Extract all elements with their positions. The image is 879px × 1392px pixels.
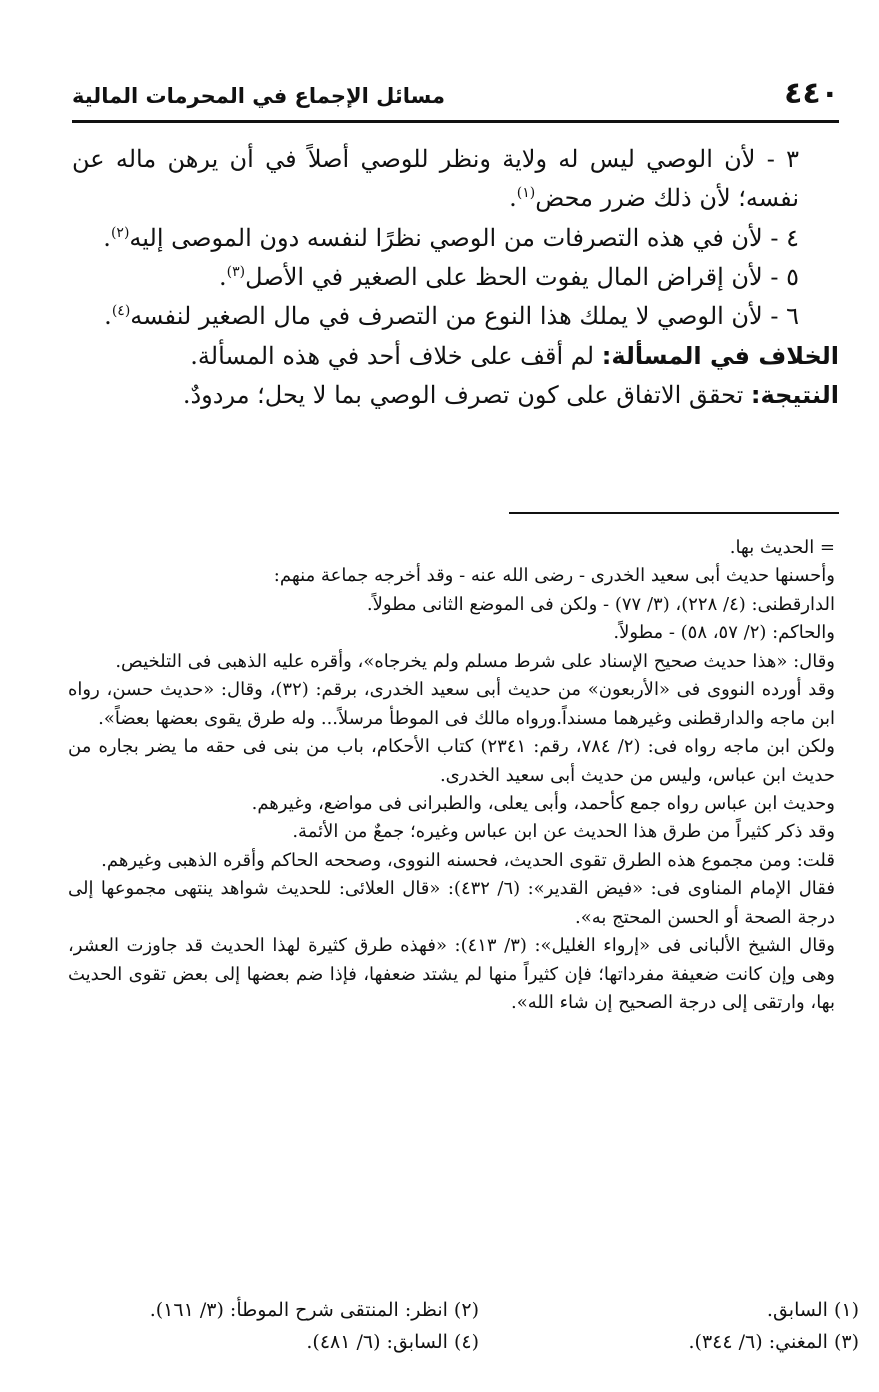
- footnote-line: قلت: ومن مجموع هذه الطرق تقوى الحديث، فحسنه النووى، وصححه الحاكم وأقره الذهبى وغيرهم.: [101, 849, 835, 871]
- footnote-ref-2: (٢): [110, 224, 130, 241]
- point-6-text: ٦ - لأن الوصي لا يملك هذا النوع من التصرف في مال الصغير لنفسه: [130, 302, 799, 331]
- footnote-divider: [509, 512, 839, 514]
- footnote-line: وقد ذكر كثيراً من طرق هذا الحديث عن ابن عباس وغيره؛ جمعٌ من الأئمة.: [292, 821, 835, 843]
- footnote-line: وقال الشيخ الألبانى فى «إرواء الغليل»: (٣/ ٤١٣): «فهذه طرق كثيرة لهذا الحديث قد جاوزت العشر، وهى وإن كانت ضعيفة مفرداتها؛ فإن كثيراً منها لم يشتد ضعفها، فإذا ضم بعضها إلى بعض تقوى الحديث بها، وارتقى إلى درجة الصحيح إن شاء الله».: [68, 935, 835, 1013]
- point-6: ٦ - لأن الوصي لا يملك هذا النوع من التصرف في مال الصغير لنفسه$^{(٤)}$.: [104, 302, 799, 331]
- natija-paragraph: [72, 376, 839, 415]
- footnote-line: وحديث ابن عباس رواه جمع كأحمد، وأبى يعلى، والطبرانى فى مواضع، وغيرهم.: [251, 792, 835, 814]
- footnote-line: = الحديث بها.: [729, 537, 835, 558]
- main-text: [72, 140, 839, 416]
- footnote-line: والحاكم: (٢/ ٥٧، ٥٨) - مطولاً.: [613, 622, 835, 644]
- footnote-ref-4: (٤): [111, 303, 131, 320]
- footnote-line: وقد أورده النووى فى «الأربعون» من حديث أبى سعيد الخدرى، برقم: (٣٢)، وقال: «حديث حسن، رواه ابن ماجه والدارقطنى وغيرهما مسنداً.ورواه مالك فى الموطأ مرسلاً... وله طرق يقوى بعضها بعضاً».: [68, 679, 835, 729]
- footnote-line: ولكن ابن ماجه رواه فى: (٢/ ٧٨٤، رقم: ٢٣٤١) كتاب الأحكام، باب من بنى فى حقه ما يضر بجاره من حديث ابن عباس، وليس من حديث أبى سعيد الخدرى.: [68, 736, 835, 786]
- footnote-ref-1: (١): [516, 185, 536, 202]
- footnote-line: وقال: «هذا حديث صحيح الإسناد على شرط مسلم ولم يخرجاه»، وأقره عليه الذهبى فى التلخيص.: [115, 650, 835, 672]
- footnote-ref-3: (٣): [226, 264, 246, 281]
- page-header: [72, 72, 839, 118]
- point-5-text: ٥ - لأن إقراض المال يفوت الحظ على الصغير في الأصل: [245, 263, 799, 292]
- point-4: ٤ - لأن في هذه التصرفات من الوصي نظرًا لنفسه دون الموصى إليه$^{(٢)}$.: [103, 223, 799, 252]
- natija-text: تحقق الاتفاق على كون تصرف الوصي بما لا يحل؛ مردودٌ.: [182, 381, 744, 410]
- reference-3: (٣) المغني: (٦/ ٣٤٤).: [688, 1331, 859, 1353]
- point-3: ٣ - لأن الوصي ليس له ولاية ونظر للوصي أصلاً في أن يرهن ماله عن نفسه؛ لأن ذلك ضرر محض$^{(١)}$.: [72, 145, 799, 213]
- khilaf-paragraph: [72, 337, 839, 376]
- point-4-text: ٤ - لأن في هذه التصرفات من الوصي نظرًا لنفسه دون الموصى إليه: [129, 223, 799, 252]
- reference-notes: [120, 1294, 859, 1358]
- footnote-line: وأحسنها حديث أبى سعيد الخدرى - رضى الله عنه - وقد أخرجه جماعة منهم:: [273, 565, 835, 587]
- reference-1: (١) السابق.: [766, 1299, 859, 1321]
- point-5: ٥ - لأن إقراض المال يفوت الحظ على الصغير في الأصل$^{(٣)}$.: [219, 263, 799, 292]
- point-3-text: ٣ - لأن الوصي ليس له ولاية ونظر للوصي أصلاً في أن يرهن ماله عن نفسه؛ لأن ذلك ضرر محض: [72, 145, 799, 213]
- reference-row: [120, 1326, 859, 1358]
- reference-4: (٤) السابق: (٦/ ٤٨١).: [306, 1331, 479, 1353]
- khilaf-text: لم أقف على خلاف أحد في هذه المسألة.: [190, 341, 595, 370]
- running-title: مسائل الإجماع في المحرمات المالية: [72, 84, 445, 108]
- khilaf-label: الخلاف في المسألة:: [601, 341, 839, 370]
- footnote-block: [68, 534, 835, 1017]
- natija-label: النتيجة:: [750, 381, 839, 410]
- header-divider: [72, 120, 839, 123]
- reference-row: [120, 1294, 859, 1326]
- footnote-line: الدارقطنى: (٤/ ٢٢٨)، (٣/ ٧٧) - ولكن فى الموضع الثانى مطولاً.: [366, 593, 835, 615]
- page-number: ٤٤٠: [784, 76, 839, 111]
- footnote-line: فقال الإمام المناوى فى: «فيض القدير»: (٦/ ٤٣٢): «قال العلائى: للحديث شواهد ينتهى مجموعها إلى درجة الصحة أو الحسن المحتج به».: [68, 878, 835, 928]
- reference-2: (٢) انظر: المنتقى شرح الموطأ: (٣/ ١٦١).: [149, 1299, 479, 1321]
